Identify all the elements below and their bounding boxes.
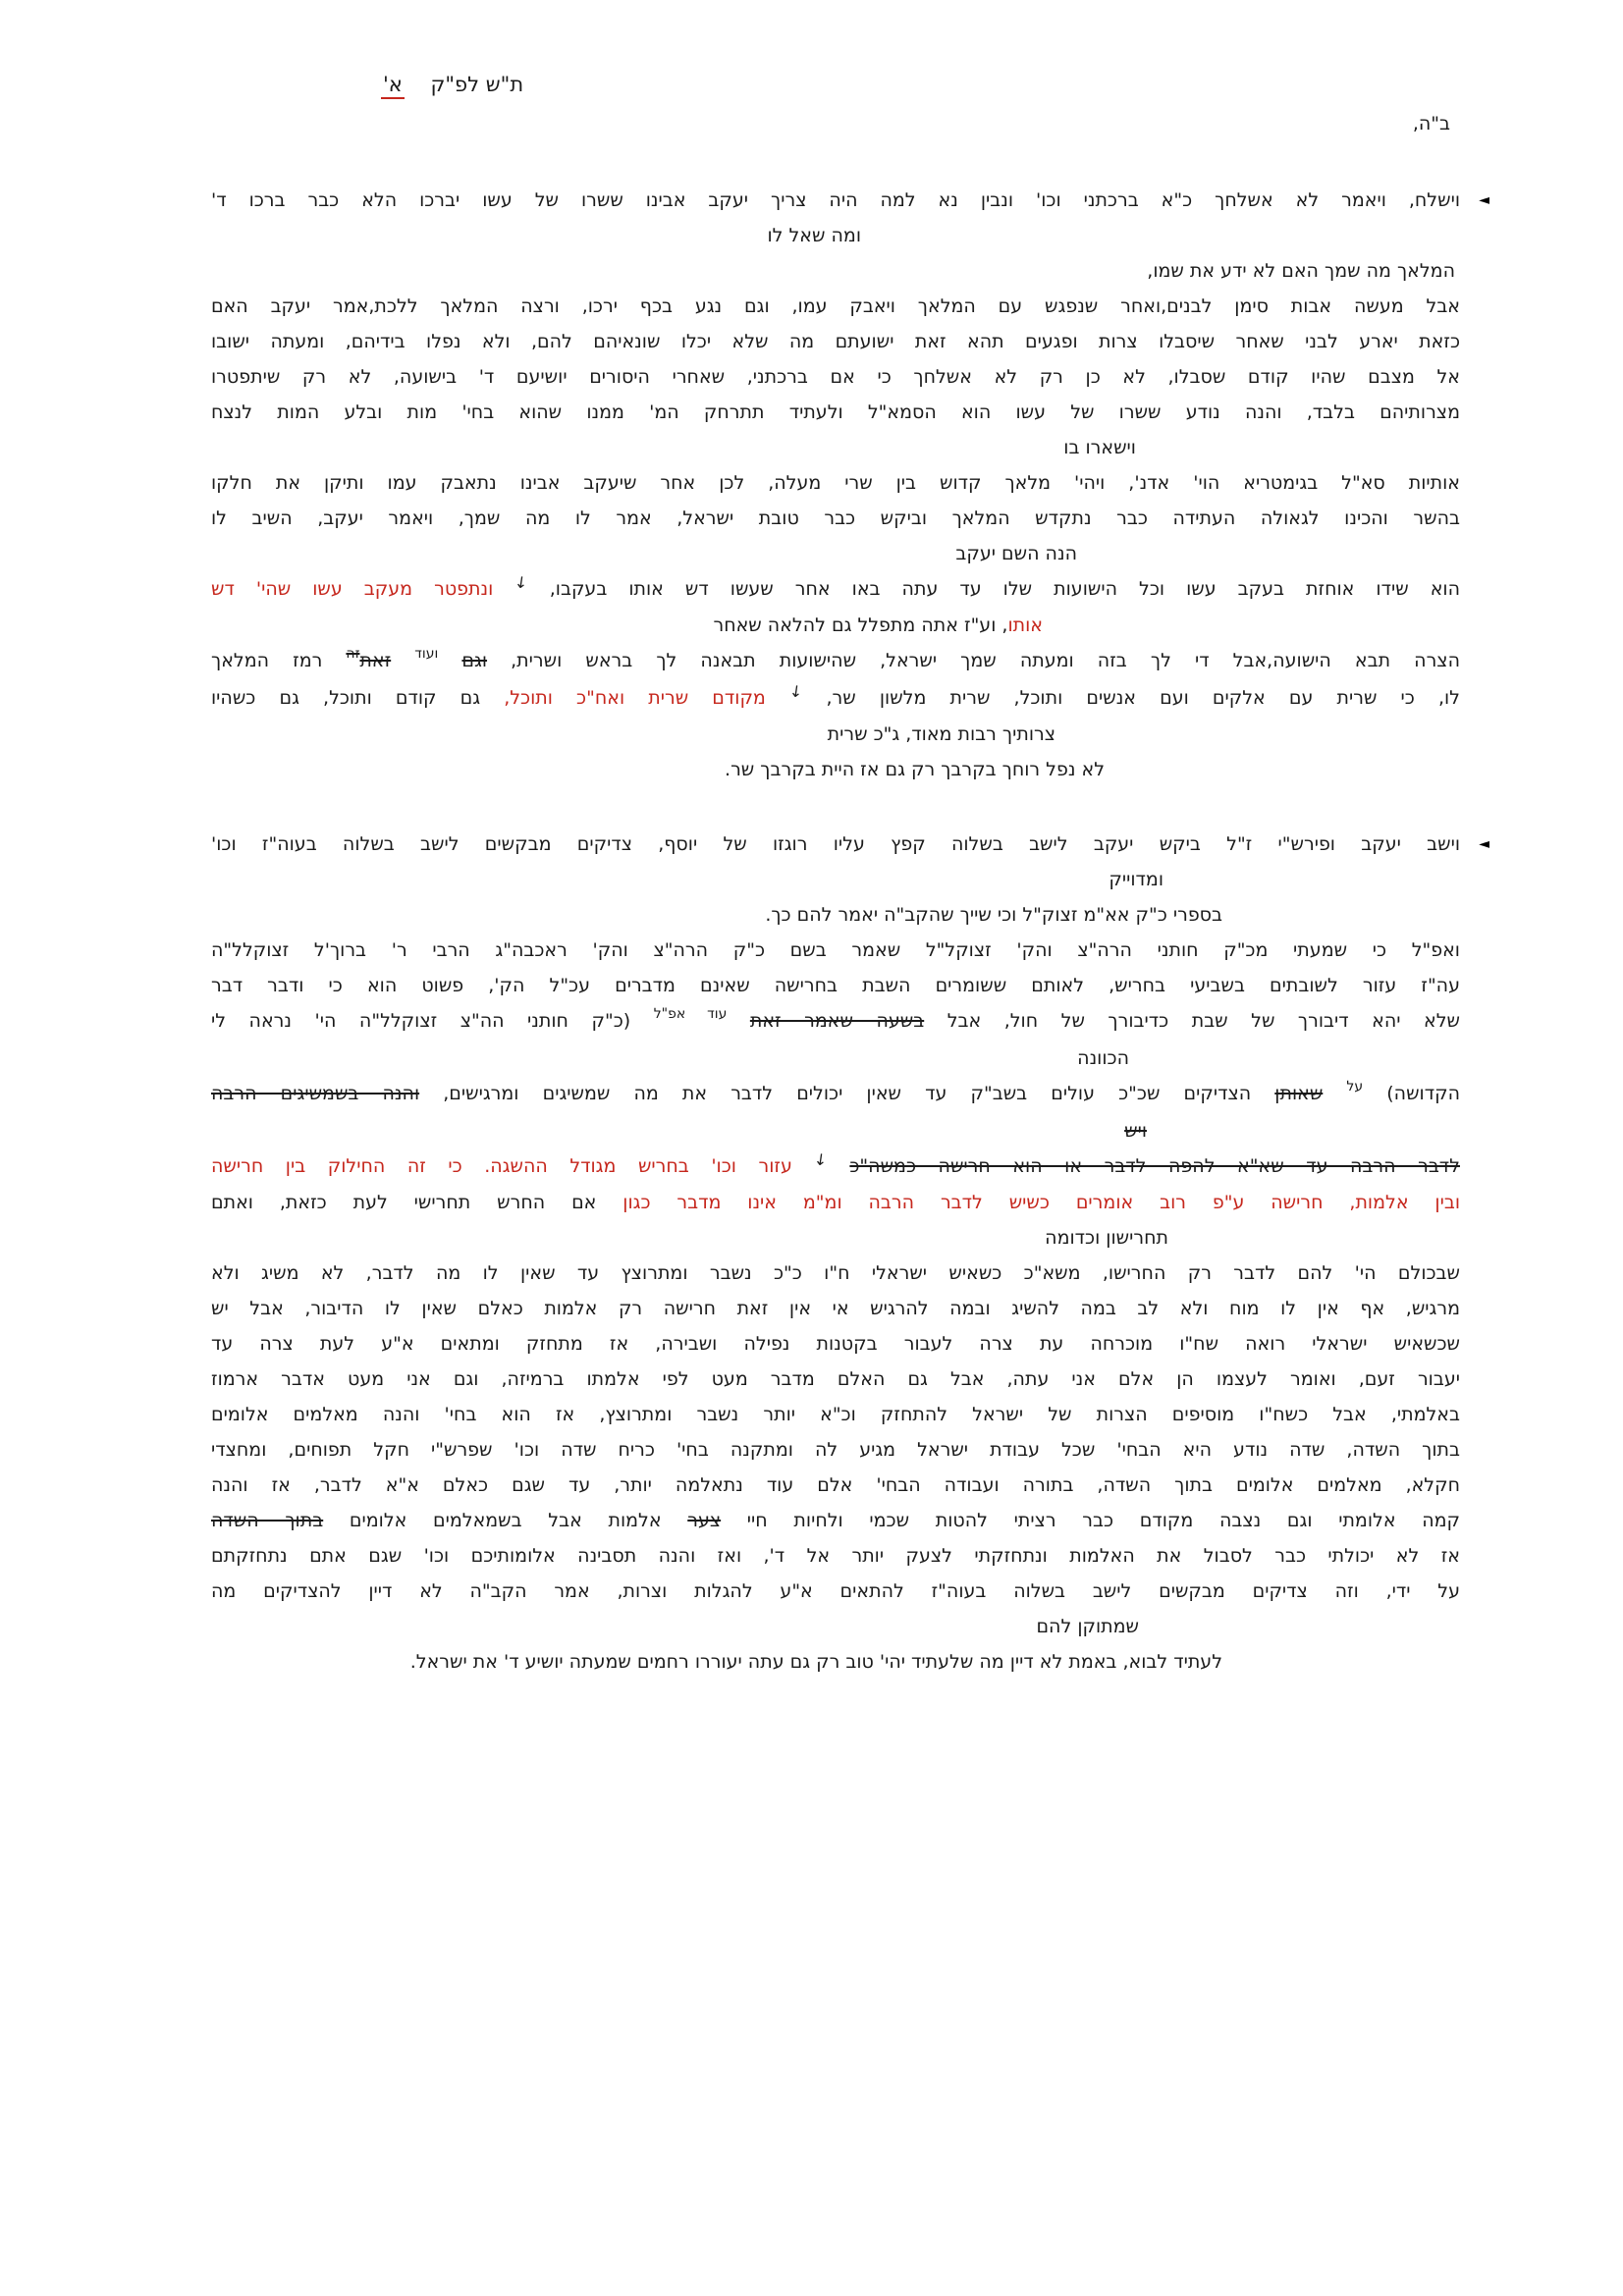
paragraph-marker-icon: ◄ (1479, 192, 1489, 208)
text-line (211, 1076, 1460, 1113)
text-segment: הכוונה (1077, 1047, 1129, 1069)
text-line (211, 465, 1460, 501)
text-segment: חקלא, מאלמים אלומים בתוך השדה, בתורה ועבודה הבחי' אלם עוד נתאלמה יותר, עד שגם כאלם א"א לדבר, אז והנה (211, 1474, 1460, 1496)
text-segment: אלמות אבל בשמאלמים אלומים (323, 1510, 688, 1531)
text-segment: , וע"ז אתה מתפלל גם להלאה שאחר (713, 614, 1008, 636)
text-segment: רמז המלאך (211, 650, 347, 671)
text-segment: מקודם שרית ואח"כ ותוכל, (504, 687, 789, 709)
text-segment: גם קודם ותוכל, גם כשהיו (211, 687, 505, 709)
text-segment: בתוך השדה (211, 1510, 324, 1531)
document-body (211, 183, 1489, 1680)
text-segment: על (1346, 1079, 1364, 1095)
text-segment: בתוך השדה, שדה נודע היא הבחי' שכל עבודת ישראל מגיע לה ומתקנה בחי' כריח שדה וכו' שפרש"י חקל תפוחים, ומחצדי (211, 1439, 1460, 1461)
text-segment: וישב יעקב ופירש"י ז"ל ביקש יעקב לישב בשלוה קפץ עליו רוגזו של יוסף, צדיקים מבקשים לישב בשלוה בעוה"ז וכו' (211, 833, 1460, 855)
text-line (211, 289, 1460, 324)
text-segment: לעתיד לבוא, באמת לא דיין מה שלעתיד יהי' טוב רק גם עתה יעוררו רחמים שמעתה יושיע ד' את ישראל. (409, 1651, 1222, 1673)
text-segment: עה"ז עזור לשובתים בשביעי בחריש, לאותם ששומרים השבת בחרישה שאינם מדברים עכ"ל הק', פשוט הוא כי ודבר דבר (211, 975, 1460, 996)
text-segment: הקדושה) (1363, 1083, 1460, 1104)
text-segment: הוא שידו אוחזת בעקב עשו וכל הישועות שלו עד עתה באו אחר שעשו דש אותו בעקבו, (527, 578, 1460, 600)
text-line (211, 968, 1460, 1003)
text-line (211, 1538, 1460, 1574)
text-line (211, 571, 1460, 608)
text-segment: (כ"ק חותני הה"צ זצוקלל"ה הי' נראה לי (211, 1010, 654, 1032)
text-line (211, 1255, 1460, 1291)
text-line (211, 183, 1460, 218)
text-segment: בהשר והכינו לגאולה העתידה כבר נתקדש המלאך וביקש כבר טובת ישראל, אמר לו מה שמך, ויאמר יעקב, השיב לו (211, 507, 1460, 529)
text-segment (438, 650, 461, 671)
text-line (211, 608, 1460, 643)
text-segment: על ידי, וזה צדיקים מבקשים לישב בשלוה בעוה"ז להתאים א"ע להגלות וצרות, אמר הקב"ה לא דיין להצדיקים מה (211, 1580, 1460, 1602)
text-line (211, 430, 1460, 465)
text-segment: לו, כי שרית עם אלקים ועם אנשים ותוכל, שרית מלשון שר, (802, 687, 1460, 709)
text-segment: ומה שאל לו (767, 225, 861, 246)
header-year: ת"ש לפ"ק (430, 73, 524, 96)
text-line (211, 324, 1460, 359)
text-segment: וגם (461, 650, 488, 671)
text-segment: צרותיך רבות מאוד, ג"כ שרית (827, 723, 1055, 745)
text-segment: כזאת יארע לבני שאחר שיסבלו צרות ופגעים תהא זאת ישועתם מה שלא יכלו שונאיהם להם, ולא נפלו בידיהם, ומעתה ישובו (211, 331, 1460, 352)
text-segment: שכשאיש ישראלי רואה שח"ו מוכרחה עת צרה לעבור בקטנות נפילה ושבירה, אז מתחזק ומתאים א"ע לעת צרה עד (211, 1333, 1460, 1355)
text-line (211, 253, 1460, 289)
text-segment: קמה אלומתי וגם נצבה מקודם כבר רציתי להטות שכמי ולחיות חיי (721, 1510, 1460, 1531)
text-segment: אותו (1007, 614, 1043, 636)
text-segment: תחרישון וכדומה (1045, 1227, 1168, 1249)
text-line (211, 1397, 1460, 1432)
text-segment: וישארו בו (1063, 437, 1136, 458)
text-line (211, 501, 1460, 536)
text-line (211, 862, 1460, 897)
text-segment: זה (346, 646, 360, 662)
text-line (211, 1041, 1460, 1076)
text-line (211, 536, 1460, 571)
text-line (211, 897, 1460, 933)
text-line (211, 1148, 1460, 1185)
text-segment: שמתוקן להם (1036, 1616, 1139, 1637)
text-segment: בספרי כ"ק אא"מ זצוק"ל וכי שייך שהקב"ה יאמר להם כך. (765, 904, 1222, 926)
text-segment: מרגיש, אף אין לו מוח ולא לב במה להשיג ובמה להרגיש אי אין זאת חרישה רק אלמות כאלם שאין לו הדיבור, אבל יש (211, 1298, 1460, 1319)
text-segment: אל מצבם שהיו קודם שסבלו, לא כן רק לא אשלחך כי אם ברכתני, שאחרי היסורים יושיעם ד' בישועה, לא רק שיתפטרו (211, 366, 1460, 388)
greeting-line: ב"ה, (1412, 113, 1450, 134)
text-segment: והנה בשמשיגים הרבה (211, 1083, 420, 1104)
insert-arrow-icon: ↓ (514, 572, 530, 593)
text-line (211, 1326, 1460, 1362)
text-segment: ונתפטר מעקב עשו שהי' דש (211, 578, 515, 600)
text-line (211, 1609, 1460, 1644)
document-content (211, 106, 1489, 1680)
text-segment: בשעה שאמר זאת (749, 1010, 925, 1032)
text-segment: ויש (1124, 1120, 1147, 1142)
text-line (211, 1574, 1460, 1609)
text-line (211, 1003, 1460, 1041)
text-segment: באלמתי, אבל כשח"ו מוסיפים הצרות של ישראל להתחזק וכ"א יותר נשבר ומתרוצץ, אז הוא בחי' והנה מאלמים אלומים (211, 1404, 1460, 1425)
insert-arrow-icon: ↓ (787, 681, 804, 702)
text-segment: שאותן (1274, 1083, 1324, 1104)
text-segment: אבל מעשה אבות סימן לבנים,ואחר שנפגש עם המלאך ויאבק עמו, וגם נגע בכף ירכו, ורצה המלאך ללכת,אמר יעקב האם (211, 295, 1460, 317)
text-segment (391, 650, 414, 671)
text-segment: עזור וכו' בחריש מגודל ההשגה. כי זה החילוק בין חרישה (211, 1155, 815, 1177)
text-segment (1323, 1083, 1346, 1104)
text-segment: אותיות סא"ל בגימטריא הוי' אדנ', ויהי' מלאך קדוש בין שרי מעלה, לכן אחר שיעקב אבינו נתאבק עמו ותיקן את חלקו (211, 472, 1460, 494)
text-segment: שבכולם הי' להם לדבר רק החרישו, משא"כ כשאיש ישראלי ח"ו כ"כ נשבר ומתרוצץ עד שאין לו מה לדבר, לא משיג ולא (211, 1262, 1460, 1284)
text-line (211, 1468, 1460, 1503)
paragraph (211, 827, 1489, 1680)
text-line (211, 752, 1460, 787)
text-line (211, 933, 1460, 968)
text-segment (828, 1155, 850, 1177)
text-segment: צער (687, 1510, 722, 1531)
paragraph-marker-icon: ◄ (1479, 836, 1489, 852)
text-segment: לדבר הרבה עד שא"א להפה לדבר או הוא חרישה כמשה"כ (849, 1155, 1460, 1177)
text-segment: ואפ"ל כי שמעתי מכ"ק חותני הרה"צ והק' זצוקל"ל שאמר בשם כ"ק הרה"צ והק' ראכבה"ג הרבי ר' ברוך'ל זצוקלל"ה (211, 939, 1460, 961)
text-segment: אז לא יכולתי כבר לסבול את האלמות ונתחזקתי לצעק יותר אל ד', ואז והנה תסבינה אלומותיכם וכו' שגם אתם נתחזקתם (211, 1545, 1460, 1567)
text-line (211, 1644, 1460, 1680)
text-segment (727, 1010, 750, 1032)
text-line (211, 395, 1460, 430)
text-line (211, 1291, 1460, 1326)
paragraph (211, 183, 1489, 787)
text-line (211, 218, 1460, 253)
text-segment: עוד אפ"ל (653, 1006, 728, 1022)
text-segment: זאת (359, 650, 392, 671)
text-line (211, 1432, 1460, 1468)
text-segment: הצרה תבא הישועה,אבל די לך בזה ומעתה שמך ישראל, שהישועות תבאנה לך בראש ושרית, (487, 650, 1460, 671)
text-line (211, 1185, 1460, 1220)
header-page-letter: א' (381, 73, 405, 99)
text-line (211, 1362, 1460, 1397)
text-segment: שלא יהא דיבורך של שבת כדיבורך של חול, אבל (924, 1010, 1460, 1032)
text-line (211, 359, 1460, 395)
text-segment: ועוד (414, 646, 439, 662)
text-segment: הנה השם יעקב (955, 543, 1077, 564)
text-segment: ומדוייק (1109, 869, 1163, 890)
text-segment: הצדיקים שכ"כ עולים בשב"ק עד שאין יכולים לדבר את מה שמשיגים ומרגישים, (419, 1083, 1275, 1104)
text-line (211, 1113, 1460, 1148)
text-segment: מצרותיהם בלבד, והנה נודע ששרו של עשו הוא הסמא"ל ולעתיד תתרחק המ' ממנו שהוא בחי' מות ובלע המות לנצח (211, 401, 1460, 423)
text-line (211, 717, 1460, 752)
text-segment: אם החרש תחרישי לעת כזאת, ואתם (211, 1192, 597, 1213)
text-line (211, 1503, 1460, 1538)
page-header (381, 73, 523, 99)
text-segment: יעבור זעם, ואומר לעצמו הן אלם אני עתה, אבל גם האלם מדבר מעט לפי אלמתו ברמיזה, וגם אני מעט אדבר ארמוז (211, 1368, 1460, 1390)
text-segment: ובין אלמות, חרישה ע"פ רוב אומרים כשיש לדבר הרבה ומ"מ אינו מדבר כגון (596, 1192, 1460, 1213)
text-line (211, 643, 1460, 680)
text-line (211, 1220, 1460, 1255)
text-segment: וישלח, ויאמר לא אשלחך כ"א ברכתני וכו' ונבין נא למה היה צריך יעקב אבינו ששרו של עשו יברכו הלא כבר ברכו ד' (211, 189, 1460, 211)
text-line (211, 827, 1460, 862)
text-line (211, 680, 1460, 717)
text-segment: המלאך מה שמך האם לא ידע את שמו, (1147, 260, 1455, 282)
insert-arrow-icon: ↓ (813, 1149, 830, 1170)
text-segment: לא נפל רוחך בקרבך רק גם אז היית בקרבך שר. (725, 759, 1105, 780)
